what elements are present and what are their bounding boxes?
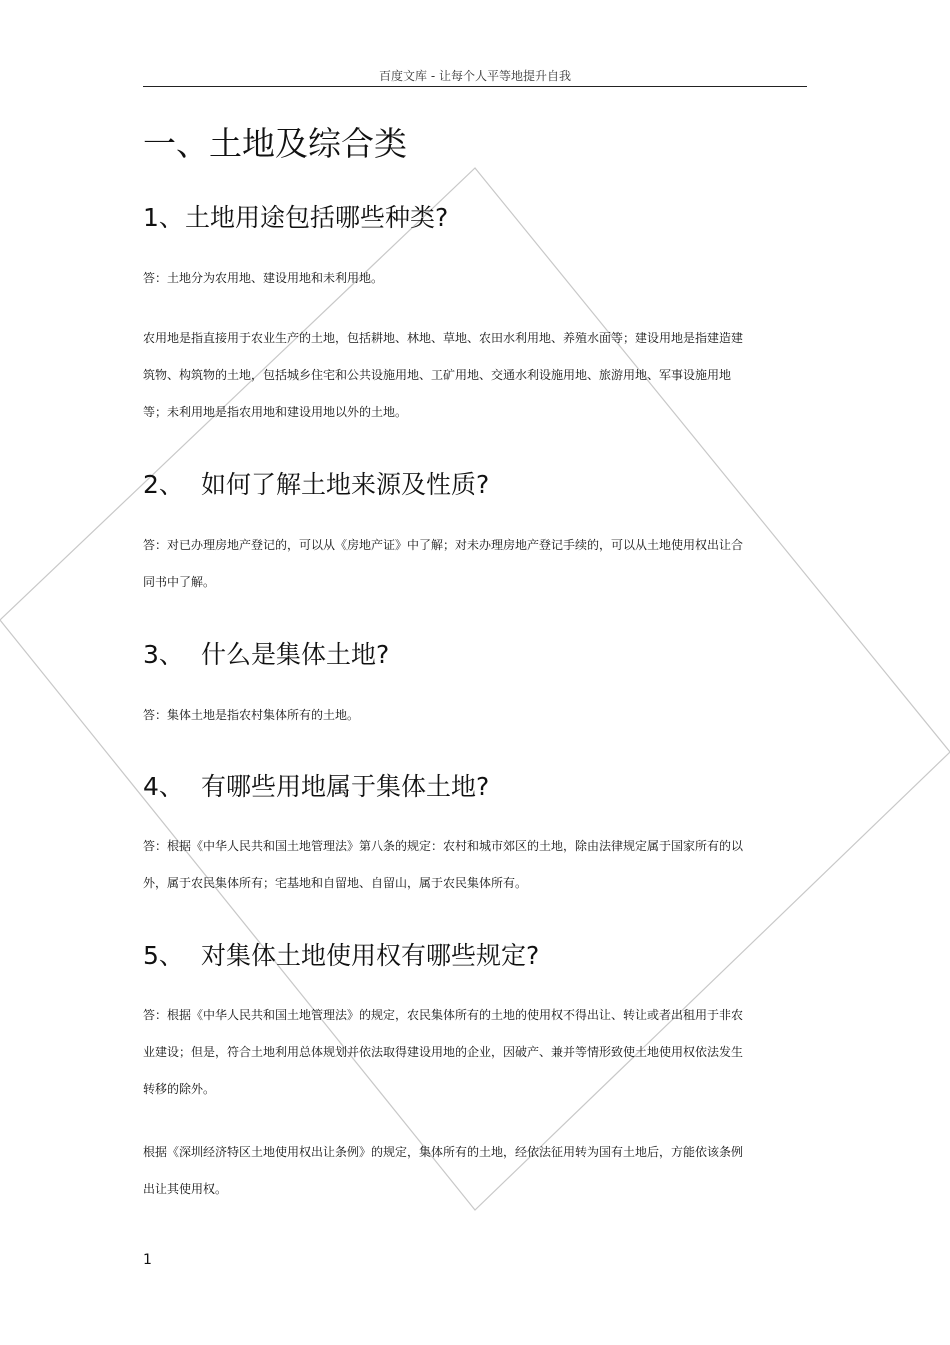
answer-paragraph: 答：对已办理房地产登记的，可以从《房地产证》中了解；对未办理房地产登记手续的，可以从土地使用权出让合同书中了解。 [143,538,744,589]
body-paragraph: 根据《深圳经济特区土地使用权出让条例》的规定，集体所有的土地，经依法征用转为国有土地后，方能依该条例出让其使用权。 [143,1145,744,1196]
section-heading-4 [143,770,489,804]
answer-paragraph: 答：土地分为农用地、建设用地和未利用地。 [143,271,384,285]
section-heading-5 [143,939,539,973]
section-heading-2 [143,468,489,502]
header-divider [143,86,807,87]
section-number: 4、 [143,772,184,801]
section-heading-3 [143,638,389,672]
body-paragraph: 农用地是指直接用于农业生产的土地，包括耕地、林地、草地、农田水利用地、养殖水面等；建设用地是指建造建筑物、构筑物的土地，包括城乡住宅和公共设施用地、工矿用地、交通水利设施用地、旅游用地、军事设施用地等；未利用地是指农用地和建设用地以外的土地。 [143,331,744,419]
section-heading-1 [143,201,448,235]
page-title: 一、土地及综合类 [143,124,407,163]
answer-paragraph: 答：集体土地是指农村集体所有的土地。 [143,708,360,722]
section-number: 1、 [143,203,184,232]
section-heading-text: 对集体土地使用权有哪些规定? [201,941,540,970]
section-heading-text: 如何了解土地来源及性质? [201,470,490,499]
page-header: 百度文库 - 让每个人平等地提升自我 [379,69,571,83]
answer-paragraph: 答：根据《中华人民共和国土地管理法》第八条的规定：农村和城市郊区的土地，除由法律规定属于国家所有的以外，属于农民集体所有；宅基地和自留地、自留山，属于农民集体所有。 [143,839,744,890]
section-number: 2、 [143,470,184,499]
section-heading-text: 土地用途包括哪些种类? [185,203,449,232]
section-number: 3、 [143,640,184,669]
page-number: 1 [143,1252,152,1268]
answer-paragraph: 答：根据《中华人民共和国土地管理法》的规定，农民集体所有的土地的使用权不得出让、转让或者出租用于非农业建设；但是，符合土地利用总体规划并依法取得建设用地的企业，因破产、兼并等情形致使土地使用权依法发生转移的除外。 [143,1008,744,1096]
section-number: 5、 [143,941,184,970]
section-heading-text: 有哪些用地属于集体土地? [201,772,490,801]
section-heading-text: 什么是集体土地? [201,640,390,669]
